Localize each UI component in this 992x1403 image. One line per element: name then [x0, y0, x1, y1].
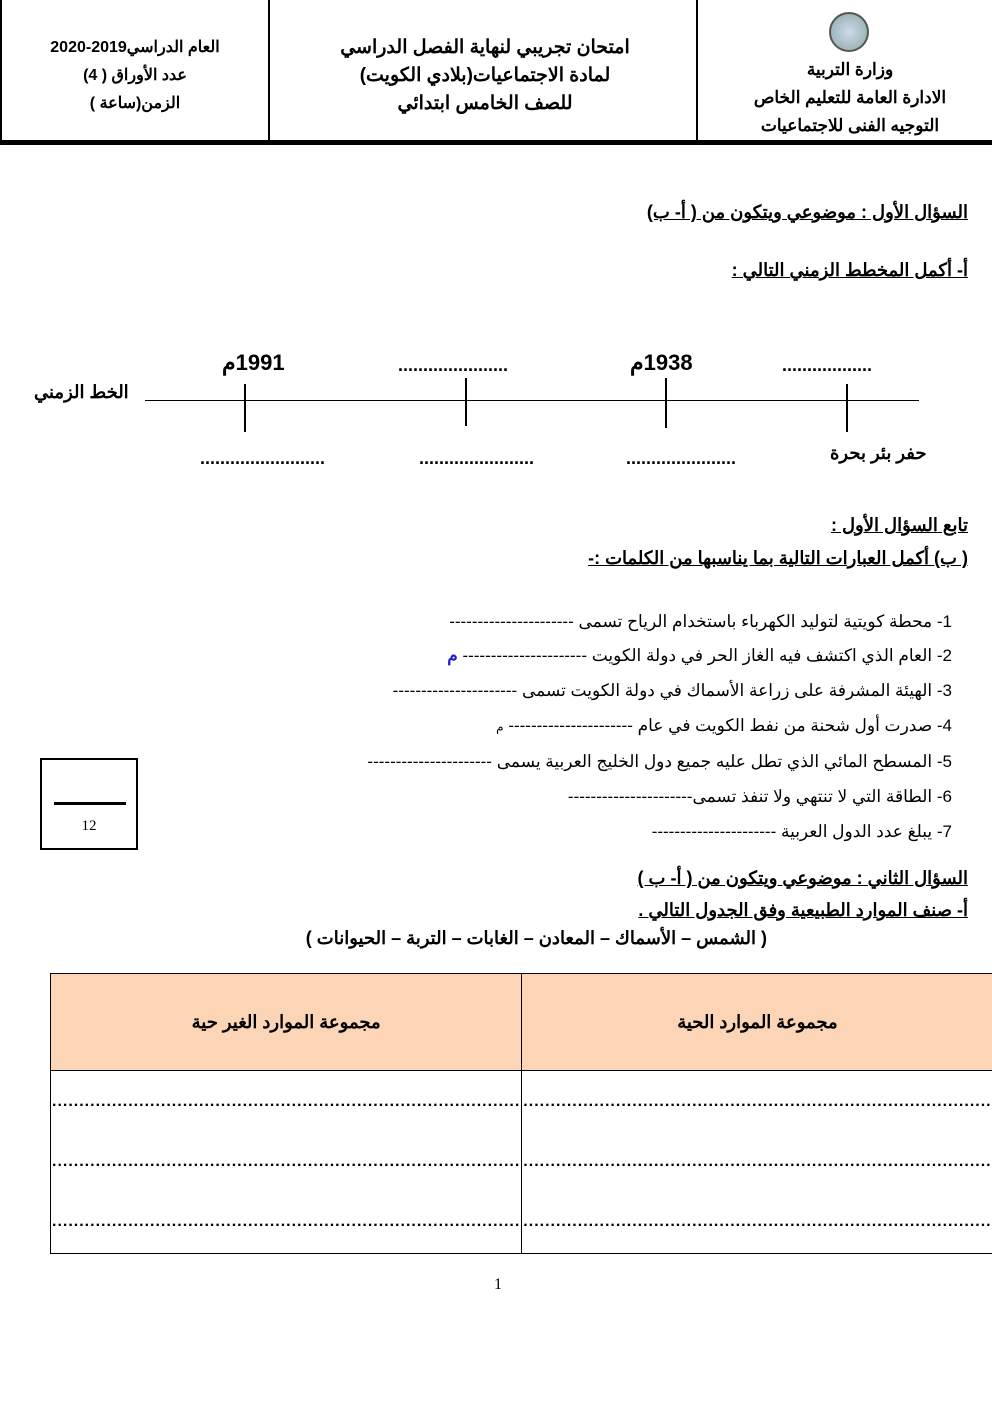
- col-nonliving: مجموعة الموارد الغير حية: [51, 974, 522, 1071]
- ministry-dept: الادارة العامة للتعليم الخاص: [753, 88, 947, 107]
- fill-item: [447, 646, 952, 666]
- exam-title: امتحان تجريبي لنهاية الفصل الدراسي: [340, 37, 630, 58]
- ministry-block: [705, 38, 992, 140]
- fill-item: 3- الهيئة المشرفة على زراعة الأسماك في دولة الكويت تسمى ----------------------: [392, 681, 952, 700]
- answer-line: ......................................................................................: [52, 1213, 521, 1230]
- q1-title: السؤال الأول : موضوعي ويتكون من ( أ- ب): [646, 202, 968, 222]
- answer-line: ......................................................................................: [523, 1153, 992, 1170]
- nonliving-cell[interactable]: [51, 1071, 522, 1254]
- timeline-tick: [244, 384, 246, 432]
- timeline-tick: [465, 378, 467, 426]
- fill-item-text: 2- العام الذي اكتشف فيه الغاز الحر في دولة الكويت ----------------------: [462, 646, 952, 665]
- score-box: [40, 758, 138, 850]
- page-number: 1: [494, 1276, 502, 1293]
- timeline-bottom-label: حفر بئر بحرة: [830, 443, 927, 463]
- timeline-bottom-label: ......................: [626, 448, 737, 468]
- header-divider: [268, 0, 270, 140]
- q1-a-title: أ- أكمل المخطط الزمني التالي :: [731, 260, 968, 280]
- answer-line: ......................................................................................: [52, 1153, 521, 1170]
- timeline-top-label: ......................: [398, 355, 509, 375]
- timeline-bottom-label: .........................: [200, 448, 326, 468]
- timeline-axis: [145, 400, 919, 401]
- timeline-bottom-label: .......................: [419, 448, 535, 468]
- fill-item: 7- يبلغ عدد الدول العربية ----------------------: [651, 822, 952, 841]
- fill-item: 5- المسطح المائي الذي تطل عليه جميع دول الخليج العربية يسمى ----------------------: [367, 752, 952, 771]
- fill-item-text: 4- صدرت أول شحنة من نفط الكويت في عام ----------------------: [508, 716, 952, 735]
- q2-a-title: أ- صنف الموارد الطبيعية وفق الجدول التالي .: [638, 900, 968, 920]
- answer-line: ......................................................................................: [52, 1093, 521, 1110]
- answer-line: ......................................................................................: [523, 1093, 992, 1110]
- fill-item: [496, 716, 952, 736]
- q1-b-title: ( ب) أكمل العبارات التالية بما يناسبها من الكلمات :-: [588, 548, 968, 568]
- word-bank: ( الشمس – الأسماك – المعادن – الغابات – التربة – الحيوانات ): [305, 928, 767, 948]
- header-border: [0, 0, 2, 140]
- q1-continued-title: تابع السؤال الأول :: [830, 515, 968, 535]
- resources-table: [50, 973, 992, 1254]
- academic-year: العام الدراسي2019-2020: [50, 39, 220, 56]
- fill-item: 6- الطاقة التي لا تنتهي ولا تنفذ تسمى----------------------: [567, 787, 952, 806]
- answer-line: ......................................................................................: [523, 1213, 992, 1230]
- q2-title: السؤال الثاني : موضوعي ويتكون من ( أ- ب ): [637, 868, 968, 888]
- unit-suffix: م: [496, 720, 504, 734]
- score-value: 12: [81, 818, 97, 834]
- ministry-guidance: التوجيه الفنى للاجتماعيات: [760, 116, 940, 135]
- timeline-top-label: 1991م: [222, 350, 285, 375]
- exam-title-block: [275, 34, 695, 118]
- timeline-label: الخط الزمني: [34, 382, 129, 402]
- exam-duration: الزمن(ساعة ): [89, 95, 181, 112]
- exam-subject: لمادة الاجتماعيات(بلادي الكويت): [359, 65, 611, 86]
- timeline-tick: [665, 378, 667, 428]
- col-living: مجموعة الموارد الحية: [522, 974, 992, 1071]
- header-divider: [696, 0, 698, 140]
- header-rule: [0, 140, 992, 145]
- page-count: عدد الأوراق ( 4): [83, 67, 187, 84]
- timeline-top-label: 1938م: [630, 350, 693, 375]
- timeline-tick: [846, 384, 848, 432]
- unit-suffix: م: [447, 646, 458, 665]
- ministry-name: وزارة التربية: [806, 60, 894, 79]
- timeline-top-label: ..................: [782, 355, 873, 375]
- exam-grade: للصف الخامس ابتدائي: [397, 93, 573, 114]
- fill-item: 1- محطة كويتية لتوليد الكهرباء باستخدام الرياح تسمى ----------------------: [449, 612, 952, 631]
- score-line: [54, 802, 126, 805]
- exam-info-block: [10, 34, 260, 118]
- living-cell[interactable]: [522, 1071, 992, 1254]
- emblem-icon: [829, 12, 869, 52]
